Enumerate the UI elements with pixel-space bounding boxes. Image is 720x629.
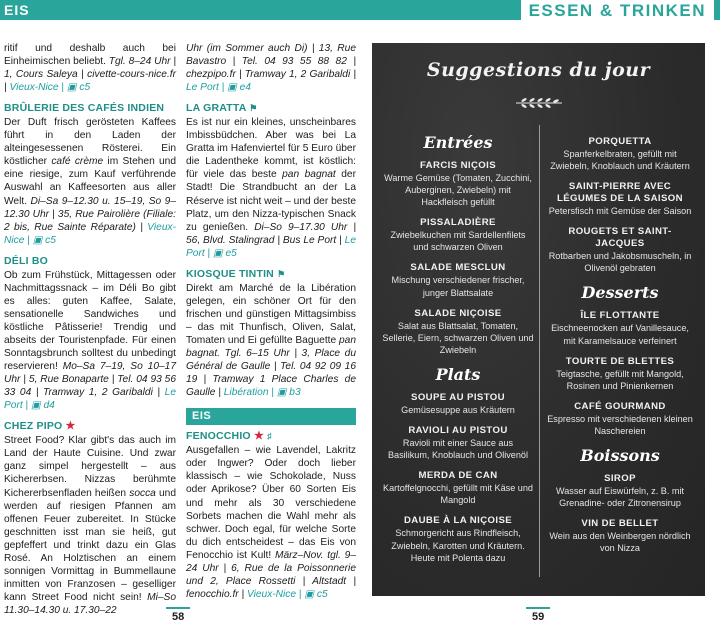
menu-item: SALADE MESCLUN Mischung verschiedener frischer, junger Blattsalate bbox=[391, 262, 525, 298]
page-number-left: 58 bbox=[172, 611, 185, 623]
grid-ref[interactable]: d4 bbox=[43, 400, 55, 412]
flag-icon: ⚑ bbox=[249, 103, 258, 114]
map-icon: ▣ bbox=[31, 400, 44, 412]
entry-body: Der Duft frisch gerösteten Kaffees führt in den Laden der alteingesessenen Rösterei. Ein köstlicher café crème im Stehen und eine riesige, zum Kauf verführende Auswahl an Kaffeesorten aus aller Welt. Di–Sa 9–12.30 u. 15–19, So 9–12.30 Uhr | 35, Rue Pairolière (Filiale: 2 bis, Rue Sainte Réparate) | Vieux-Nice | ▣ c5 bbox=[4, 117, 177, 246]
text-column-2 bbox=[186, 42, 356, 601]
grid-ref[interactable]: e5 bbox=[225, 247, 237, 259]
district-link[interactable]: Le Port bbox=[186, 234, 356, 259]
entry-body: Uhr (im Sommer auch Di) | 13, Rue Bavastro | Tel. 04 93 55 88 82 | chezpipo.fr | Tramway 1, 2 Garibaldi | Le Port | ▣ e4 bbox=[186, 43, 356, 94]
menu-item: PORQUETTA Spanferkelbraten, gefüllt mit Zwiebeln, Knoblauch und Kräutern bbox=[550, 136, 690, 172]
menu-item: SAINT-PIERRE AVEC LÉGUMES DE LA SAISON Petersfisch mit Gemüse der Saison bbox=[548, 181, 692, 217]
entry-body: Street Food? Klar gibt's das auch im Land der Haute Cuisine. Und zwar ganz simpel hergestellt – aus Kichererbsen. Nizzas berühmte Kichererbsenfladen heißen socca und werden auf riesigen Pfannen am offenen Feuer zubereitet. In Stücke geschnitten isst man sie heiß, gut gepfeffert und trinkt dazu ein Glas Rosé. An Holztischen an einem sonnigen Vormittag in Bummellaune inmitten von Franzosen – geselliger kann Street Food nicht sein! Mi–So 11.30–14.30 u. 17.30–22 bbox=[4, 435, 177, 616]
entry-heading: LA GRATTA ⚑ bbox=[186, 102, 258, 115]
chapter-title: ESSEN & TRINKEN bbox=[521, 0, 714, 22]
menu-category: Entrées bbox=[423, 133, 493, 152]
entry-body: Es ist nur ein kleines, unscheinbares Imbissbüdchen. Aber was bei La Gratta im Hafenviertel für 5 Euro über die Ladentheke kommt, ist köstlich: für viele das beste pan bagnat der Stadt! Die Strandbucht an der La Réserve ist nicht weit – und der beste Platz, um den Nizza-typischen Snack zu genießen. Di–So 9–17.30 Uhr | 56, Blvd. Stalingrad | Bus Le Port | Le Port | ▣ e5 bbox=[186, 117, 356, 259]
menu-item: CAFÉ GOURMAND Espresso mit verschiedenen kleinen Naschereien bbox=[547, 400, 693, 436]
entry-body: Ob zum Frühstück, Mittagessen oder Nachmittagssnack – im Déli Bo gibt es alles: guten Kaffee, Salate, sensationelle Sandwiches und köstliche Pâtisserie! Trendig und abseits der Touristenpfade. Für einen Sonntagsbrunch solltest du unbedingt reservieren! Mo–Sa 7–19, So 10–17 Uhr | 5, Rue Bonaparte | Tel. 04 93 56 33 04 | Tramway 1, 2 Garibaldi | Le Port | ▣ d4 bbox=[4, 269, 176, 412]
grid-ref[interactable]: c5 bbox=[79, 82, 91, 94]
grid-ref[interactable]: e4 bbox=[239, 82, 251, 94]
menu-item: TOURTE DE BLETTES Teigtasche, gefüllt mit Mangold, Rosinen und Pinienkernen bbox=[556, 355, 684, 391]
map-icon: ▣ bbox=[304, 588, 317, 600]
chalkboard-menu bbox=[372, 43, 705, 596]
menu-item: ROUGETS ET SAINT-JACQUES Rotbarben und Jakobsmuscheln, in Olivenöl gebraten bbox=[548, 226, 692, 274]
map-icon: ▣ bbox=[276, 387, 290, 399]
menu-category: Desserts bbox=[581, 283, 659, 303]
menu-title: Suggestions du jour bbox=[426, 59, 651, 81]
map-icon: ▣ bbox=[66, 82, 80, 94]
grid-ref[interactable]: b3 bbox=[289, 387, 301, 399]
menu-item: VIN DE BELLET Wein aus den Weinbergen nördlich von Nizza bbox=[549, 518, 691, 554]
entry-heading: KIOSQUE TINTIN ⚑ bbox=[186, 267, 286, 280]
page-number-rule bbox=[166, 607, 190, 609]
menu-item: ÎLE FLOTTANTE Eischneenocken auf Vanillesauce, mit Karamelsauce verfeinert bbox=[551, 310, 689, 346]
map-icon: ▣ bbox=[32, 234, 46, 246]
entry-body: Direkt am Marché de la Libération gelegen, ein schöner Ort für den frischen und günstigen Mittagsimbiss – das mit Thunfisch, Oliven, Salat, Tomaten und Ei gefüllte Baguette pan bagnat. Tgl. 6–15 Uhr | 3, Place du Général de Gaulle | Tel. 04 92 09 16 19 | Tramway 1 Place Charles de Gaulle | Libération | ▣ b3 bbox=[186, 282, 356, 399]
menu-item: PISSALADIÈRE Zwiebelkuchen mit Sardellenfilets und schwarzen Oliven bbox=[390, 217, 526, 253]
menu-item: DAUBE À LA NIÇOISE Schmorgericht aus Rindfleisch, Zwiebeln, Karotten und Kräutern. Heute mit Polenta dazu bbox=[391, 515, 525, 563]
entry-heading: FENOCCHIO ★ ♯ bbox=[186, 430, 272, 443]
header-bar-right bbox=[360, 0, 720, 20]
menu-column-right bbox=[544, 136, 696, 563]
menu-item: RAVIOLI AU PISTOU Ravioli mit einer Sauce aus Basilikum, Knoblauch und Olivenöl bbox=[387, 425, 529, 461]
district-link[interactable]: Le Port bbox=[186, 82, 219, 94]
district-link[interactable]: Vieux-Nice bbox=[4, 221, 176, 246]
intro-paragraph: ritif und deshalb auch bei Einheimischen beliebt. Tgl. 8–24 Uhr | 1, Cours Saleya | civette-cours-nice.fr | Vieux-Nice | ▣ c5 bbox=[4, 43, 176, 94]
menu-item: SOUPE AU PISTOU Gemüsesuppe aus Kräutern bbox=[401, 391, 515, 415]
menu-item: FARCIS NIÇOIS Warme Gemüse (Tomaten, Zucchini, Auberginen, Zwiebeln) mit Hackfleisch gefüllt bbox=[384, 160, 532, 208]
entry-body: Ausgefallen – wie Lavendel, Lakritz oder Ingwer? Oder doch lieber klassisch – wie Schokolade, Nuss oder Aprikose? Über 60 Sorten Eis und mehr als 30 verschiedene Sorbets machen die Wahl mehr als schwer. Doch egal, für welche Sorte du dich entscheidest – das Eis von Fenocchio ist Kult! März–Nov. tgl. 9–24 Uhr | 6, Rue de la Poissonnerie und 2, Place Rossetti | Altstadt | fenocchio.fr | Vieux-Nice | ▣ c5 bbox=[186, 445, 356, 600]
grid-ref[interactable]: c5 bbox=[316, 588, 328, 600]
district-link[interactable]: Vieux-Nice bbox=[9, 82, 59, 94]
map-icon: ▣ bbox=[213, 247, 226, 259]
star-icon: ★ bbox=[65, 420, 76, 433]
text-column-1 bbox=[4, 42, 176, 617]
section-heading-eis: EIS bbox=[186, 408, 356, 425]
olive-branch-icon bbox=[514, 96, 564, 110]
entry-heading: DÉLI BO bbox=[4, 254, 48, 267]
district-link[interactable]: Vieux-Nice bbox=[246, 588, 297, 600]
grid-ref[interactable]: c5 bbox=[45, 234, 56, 246]
menu-item: SIROP Wasser auf Eiswürfeln, z. B. mit Grenadine- oder Zitronensirup bbox=[555, 473, 685, 509]
menu-column-left bbox=[382, 133, 534, 573]
page-number-rule bbox=[526, 607, 550, 609]
menu-item: SALADE NIÇOISE Salat aus Blattsalat, Tomaten, Sellerie, Eiern, schwarzen Oliven und Zwiebeln bbox=[382, 307, 534, 355]
section-label: EIS bbox=[4, 2, 30, 18]
star-icon: ★ bbox=[253, 430, 264, 443]
column-divider bbox=[539, 125, 540, 577]
header-bar-left bbox=[0, 0, 360, 20]
menu-item: MERDA DE CAN Kartoffelgnocchi, gefüllt mit Käse und Mangold bbox=[383, 470, 533, 506]
entry-heading: CHEZ PIPO ★ bbox=[4, 420, 76, 433]
district-link[interactable]: Le Port bbox=[4, 387, 176, 412]
menu-category: Boissons bbox=[580, 446, 660, 466]
family-icon: ♯ bbox=[267, 431, 272, 442]
entry-heading: BRÛLERIE DES CAFÉS INDIEN bbox=[4, 102, 165, 115]
district-link[interactable]: Libération bbox=[223, 387, 269, 399]
flag-icon: ⚑ bbox=[277, 268, 286, 279]
menu-category: Plats bbox=[435, 364, 481, 384]
page-number-right: 59 bbox=[532, 611, 545, 623]
map-icon: ▣ bbox=[227, 82, 240, 94]
